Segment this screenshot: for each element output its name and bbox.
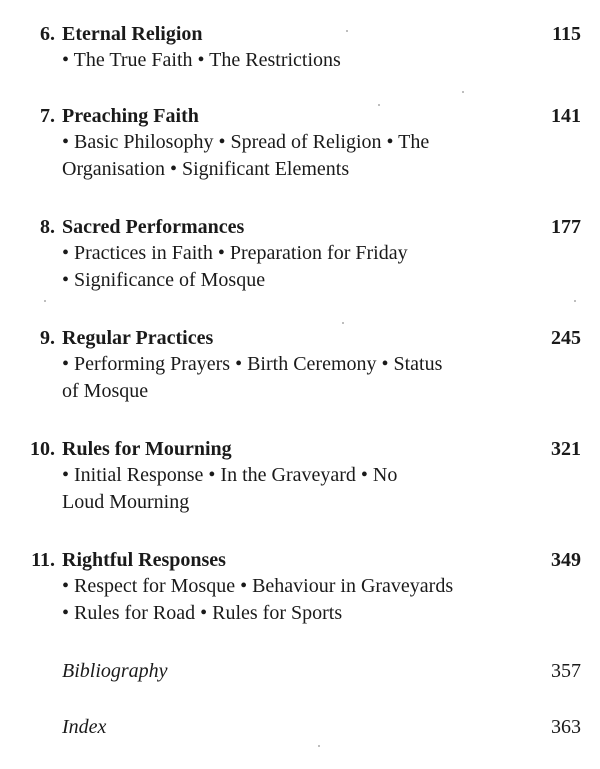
back-matter-title: Bibliography bbox=[62, 660, 168, 682]
chapter-number: 10. bbox=[30, 438, 55, 460]
chapter-subtopics bbox=[62, 47, 498, 74]
scan-speck bbox=[44, 300, 46, 302]
chapter-number: 7. bbox=[40, 105, 55, 127]
chapter-title: Regular Practices bbox=[62, 327, 214, 349]
chapter-number: 11. bbox=[31, 549, 55, 571]
subtopic-line: Loud Mourning bbox=[62, 491, 190, 513]
scan-speck bbox=[378, 104, 380, 106]
chapter-page-number: 321 bbox=[551, 438, 581, 460]
chapter-page-number: 115 bbox=[552, 23, 581, 45]
chapter-subtopics bbox=[62, 573, 498, 627]
chapter-title: Preaching Faith bbox=[62, 105, 199, 127]
scan-speck bbox=[574, 300, 576, 302]
subtopic-line: of Mosque bbox=[62, 380, 149, 402]
chapter-subtopics bbox=[62, 240, 498, 294]
chapter-title: Rightful Responses bbox=[62, 549, 226, 571]
chapter-number: 6. bbox=[40, 23, 55, 45]
subtopic-line: • Initial Response • In the Graveyard • No bbox=[62, 464, 398, 486]
scan-speck bbox=[462, 91, 464, 93]
chapter-page-number: 177 bbox=[551, 216, 581, 238]
chapter-number: 9. bbox=[40, 327, 55, 349]
scan-speck bbox=[346, 30, 348, 32]
scan-speck bbox=[342, 322, 344, 324]
subtopic-line: • Respect for Mosque • Behaviour in Graveyards bbox=[62, 575, 454, 597]
chapter-title: Eternal Religion bbox=[62, 23, 203, 45]
back-matter-title: Index bbox=[62, 716, 107, 738]
chapter-number: 8. bbox=[40, 216, 55, 238]
subtopic-line: • Significance of Mosque bbox=[62, 269, 266, 291]
chapter-subtopics bbox=[62, 462, 498, 516]
subtopic-line: • Rules for Road • Rules for Sports bbox=[62, 602, 343, 624]
chapter-subtopics bbox=[62, 129, 498, 183]
chapter-page-number: 245 bbox=[551, 327, 581, 349]
chapter-page-number: 349 bbox=[551, 549, 581, 571]
subtopic-line: • Practices in Faith • Preparation for Friday bbox=[62, 242, 408, 264]
scan-speck bbox=[318, 745, 320, 747]
chapter-subtopics bbox=[62, 351, 498, 405]
subtopic-line: • Basic Philosophy • Spread of Religion • The bbox=[62, 131, 430, 153]
subtopic-line: Organisation • Significant Elements bbox=[62, 158, 350, 180]
back-matter-page-number: 357 bbox=[551, 660, 581, 682]
chapter-page-number: 141 bbox=[551, 105, 581, 127]
subtopic-line: • The True Faith • The Restrictions bbox=[62, 49, 341, 71]
chapter-title: Rules for Mourning bbox=[62, 438, 232, 460]
subtopic-line: • Performing Prayers • Birth Ceremony • Status bbox=[62, 353, 443, 375]
chapter-title: Sacred Performances bbox=[62, 216, 245, 238]
back-matter-page-number: 363 bbox=[551, 716, 581, 738]
